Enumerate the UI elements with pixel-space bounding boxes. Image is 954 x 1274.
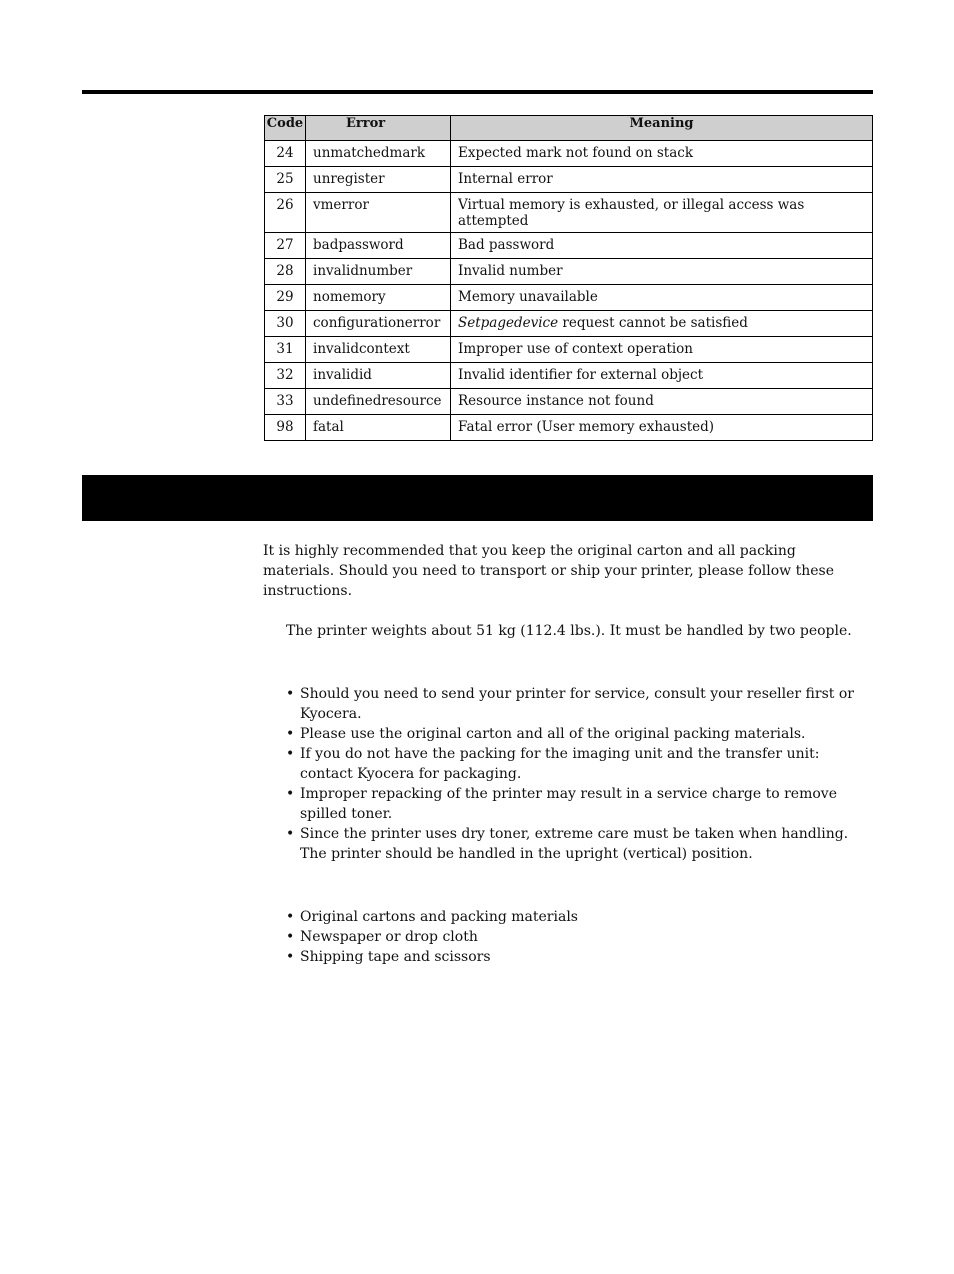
cell-meaning: Resource instance not found — [451, 389, 873, 415]
header-error: Error — [306, 116, 451, 141]
cell-error: configurationerror — [306, 311, 451, 337]
list-item — [286, 824, 866, 864]
list-item-text: Shipping tape and scissors — [300, 949, 491, 965]
cell-error: nomemory — [306, 285, 451, 311]
list-item — [286, 947, 866, 967]
list-item — [286, 784, 866, 824]
cell-code: 28 — [265, 259, 306, 285]
caution-list — [286, 684, 866, 864]
cell-meaning: Invalid number — [451, 259, 873, 285]
cell-code: 98 — [265, 415, 306, 441]
cell-meaning: Bad password — [451, 233, 873, 259]
table-row — [265, 389, 873, 415]
cell-code: 31 — [265, 337, 306, 363]
table-row — [265, 193, 873, 233]
table-row — [265, 337, 873, 363]
list-item — [286, 907, 866, 927]
cell-error: vmerror — [306, 193, 451, 233]
bullet-icon: • — [286, 726, 295, 742]
cell-meaning: Virtual memory is exhausted, or illegal access was attempted — [451, 193, 873, 233]
cell-meaning — [451, 311, 873, 337]
table-row — [265, 141, 873, 167]
cell-meaning: Improper use of context operation — [451, 337, 873, 363]
cell-code: 33 — [265, 389, 306, 415]
bullet-icon: • — [286, 929, 295, 945]
list-item-text: Improper repacking of the printer may result in a service charge to remove spilled toner. — [300, 786, 837, 822]
list-item-text: Should you need to send your printer for service, consult your reseller first or Kyocera. — [300, 686, 854, 722]
list-item — [286, 684, 866, 724]
list-item — [286, 744, 866, 784]
intro-paragraph: It is highly recommended that you keep the original carton and all packing materials. Should you need to transport or ship your printer, please follow these instructions. — [263, 543, 834, 599]
cell-error: fatal — [306, 415, 451, 441]
error-code-table — [264, 115, 873, 441]
top-rule — [82, 90, 873, 94]
header-meaning: Meaning — [451, 116, 873, 141]
table-header-row — [265, 116, 873, 141]
cell-error: badpassword — [306, 233, 451, 259]
bullet-icon: • — [286, 949, 295, 965]
cell-error: invalidcontext — [306, 337, 451, 363]
bullet-icon: • — [286, 746, 295, 762]
table-row — [265, 285, 873, 311]
cell-error: unregister — [306, 167, 451, 193]
bullet-icon: • — [286, 909, 295, 925]
table-row — [265, 167, 873, 193]
cell-code: 24 — [265, 141, 306, 167]
table-row — [265, 259, 873, 285]
list-item — [286, 927, 866, 947]
header-code: Code — [265, 116, 306, 141]
cell-error: invalidnumber — [306, 259, 451, 285]
cell-error: undefinedresource — [306, 389, 451, 415]
list-item-text: If you do not have the packing for the imaging unit and the transfer unit: contact Kyocera for packaging. — [300, 746, 820, 782]
cell-error: invalidid — [306, 363, 451, 389]
cell-meaning: Internal error — [451, 167, 873, 193]
cell-meaning: Expected mark not found on stack — [451, 141, 873, 167]
cell-meaning-italic: Setpagedevice — [458, 315, 559, 331]
list-item-text: Original cartons and packing materials — [300, 909, 578, 925]
cell-error: unmatchedmark — [306, 141, 451, 167]
list-item-text: Since the printer uses dry toner, extreme care must be taken when handling. The printer should be handled in the upright (vertical) position. — [300, 826, 849, 862]
weight-warning: The printer weights about 51 kg (112.4 lbs.). It must be handled by two people. — [286, 623, 852, 639]
table-row — [265, 363, 873, 389]
cell-code: 29 — [265, 285, 306, 311]
materials-list — [286, 907, 866, 967]
list-item-text: Newspaper or drop cloth — [300, 929, 478, 945]
cell-code: 32 — [265, 363, 306, 389]
section-header-bar — [82, 475, 873, 521]
cell-meaning-rest: request cannot be satisfied — [558, 315, 748, 331]
cell-code: 30 — [265, 311, 306, 337]
list-item-text: Please use the original carton and all of the original packing materials. — [300, 726, 806, 742]
cell-code: 25 — [265, 167, 306, 193]
cell-code: 26 — [265, 193, 306, 233]
bullet-icon: • — [286, 686, 295, 702]
cell-code: 27 — [265, 233, 306, 259]
bullet-icon: • — [286, 786, 295, 802]
table-row — [265, 233, 873, 259]
table-row — [265, 415, 873, 441]
cell-meaning: Fatal error (User memory exhausted) — [451, 415, 873, 441]
cell-meaning: Memory unavailable — [451, 285, 873, 311]
cell-meaning: Invalid identifier for external object — [451, 363, 873, 389]
bullet-icon: • — [286, 826, 295, 842]
list-item — [286, 724, 866, 744]
table-row — [265, 311, 873, 337]
